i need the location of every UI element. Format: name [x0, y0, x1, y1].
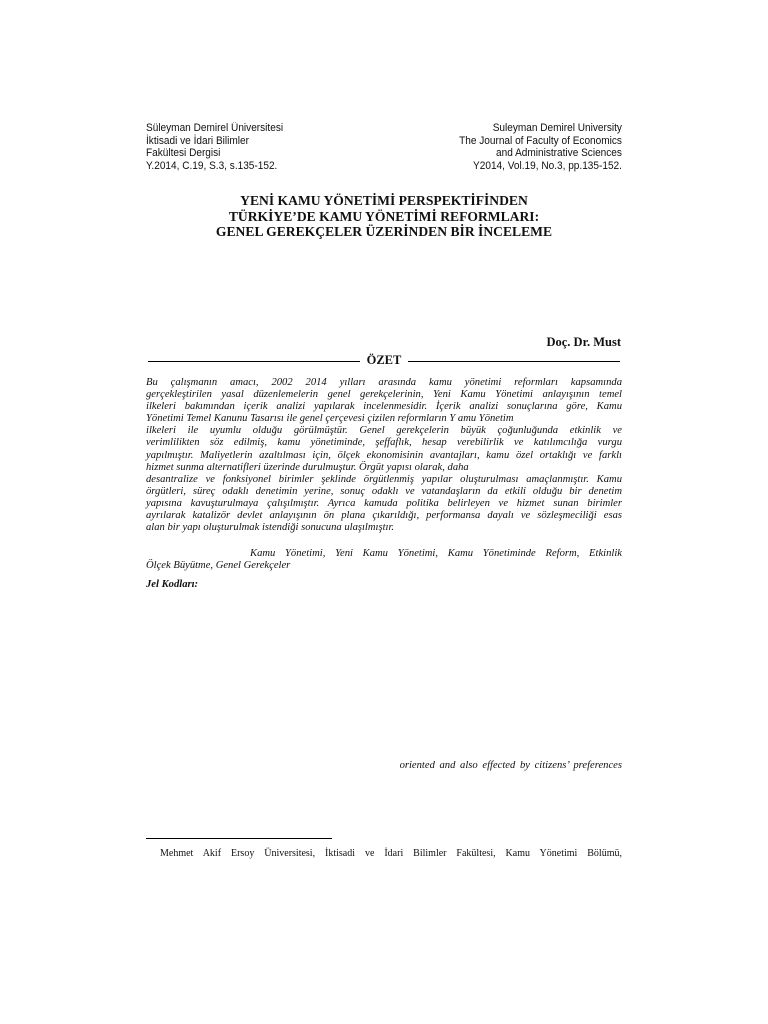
title-line: YENİ KAMU YÖNETİMİ PERSPEKTİFİNDEN: [240, 193, 528, 208]
journal-header-english: [459, 122, 622, 172]
abstract-line: yapısına kavuşturulmaya çalışılmıştır. Ayrıca kamuda politika belirleyen ve hizmet sunan birimler: [146, 497, 622, 509]
footnote-separator: [146, 838, 332, 839]
keywords: [146, 548, 622, 572]
abstract-line: ilkeleri bakımından içerik analizi yapılarak incelenmesidir. İçerik analizi sonuçlarına göre, Kamu: [146, 401, 622, 413]
abstract-line: desantralize ve fonksiyonel birimler şeklinde örgütlenmiş yapılar oluşturulması amaçlanmıştır. Kamu: [146, 473, 622, 485]
abstract-line: verimlilikten söz edilmiş, kamu yönetiminde, şeffaflık, hesap verebilirlik ve katılımcılığa vurgu: [146, 437, 622, 449]
header-right-line: and Administrative Sciences: [496, 147, 622, 160]
keywords-line: Ölçek Büyütme, Genel Gerekçeler: [146, 560, 291, 572]
author-name: Doç. Dr. Must: [546, 335, 621, 349]
heading-rule-right: [408, 361, 620, 362]
jel-codes-label: Jel Kodları:: [146, 579, 199, 590]
abstract-body: [146, 377, 622, 534]
title-line: TÜRKİYE’DE KAMU YÖNETİMİ REFORMLARI:: [228, 208, 540, 224]
journal-header-turkish: [146, 122, 283, 172]
title-line: GENEL GEREKÇELER ÜZERİNDEN BİR İNCELEME: [215, 224, 553, 239]
abstract-line: yapılmıştır. Maliyetlerin azaltılması için, ölçek ekonomisinin avantajları, kamu özel ortaklığı ve farklı: [146, 449, 622, 461]
abstract-line: alan bir yapı oluşturulmak istendiği sonucuna ulaşılmıştır.: [146, 522, 395, 534]
abstract-line: örgütleri, süreç odaklı denetimin yerine, sonuç odaklı ve vatandaşların da etkili olduğu bir denetim: [146, 485, 622, 497]
abstract-heading-label: ÖZET: [366, 353, 402, 367]
header-left-line: Fakültesi Dergisi: [146, 147, 221, 160]
author-affiliation-footnote: Mehmet Akif Ersoy Üniversitesi, İktisadi ve İdari Bilimler Fakültesi, Kamu Yönetimi Bölümü,: [160, 848, 622, 859]
abstract-line: ayrılarak katalizör devlet anlayışının ön plana çıkarıldığı, performansa dayalı ve sözleşmeciliği esas: [146, 510, 622, 522]
abstract-heading: [146, 354, 622, 368]
abstract-line: Bu çalışmanın amacı, 2002 2014 yılları arasında kamu yönetimi reformları kapsamında: [146, 377, 622, 388]
keywords-line: Kamu Yönetimi, Yeni Kamu Yönetimi, Kamu Yönetiminde Reform, Etkinlik: [250, 548, 622, 559]
abstract-line: Yönetimi Temel Kanunu Tasarısı ile genel çerçevesi çizilen reformların Y amu Yönetim: [146, 413, 514, 425]
header-left-line: Süleyman Demirel Üniversitesi: [146, 122, 284, 134]
abstract-line: hizmet sunma alternatifleri üzerinde durulmuştur. Örgüt yapısı olarak, daha: [146, 461, 469, 473]
header-left-line: İktisadi ve İdari Bilimler: [146, 134, 249, 147]
abstract-line: ilkeleri ile uyumlu olduğu görülmüştür. Genel gerekçelerin büyük çoğunluğunda etkinlik ve: [146, 425, 622, 437]
abstract-line: gerçekleştirilen yasal düzenlemelerin genel gerekçelerinin, Yeni Kamu Yönetimi anlayışının temel: [146, 389, 622, 401]
header-right-line: Y2014, Vol.19, No.3, pp.135-152.: [473, 159, 622, 172]
paper-title: [0, 193, 768, 240]
header-right-line: Suleyman Demirel University: [492, 122, 622, 134]
english-abstract-fragment: oriented and also effected by citizens’ preferences: [399, 760, 622, 771]
header-right-line: The Journal of Faculty of Economics: [459, 134, 622, 147]
header-left-line: Y.2014, C.19, S.3, s.135-152.: [146, 159, 278, 172]
